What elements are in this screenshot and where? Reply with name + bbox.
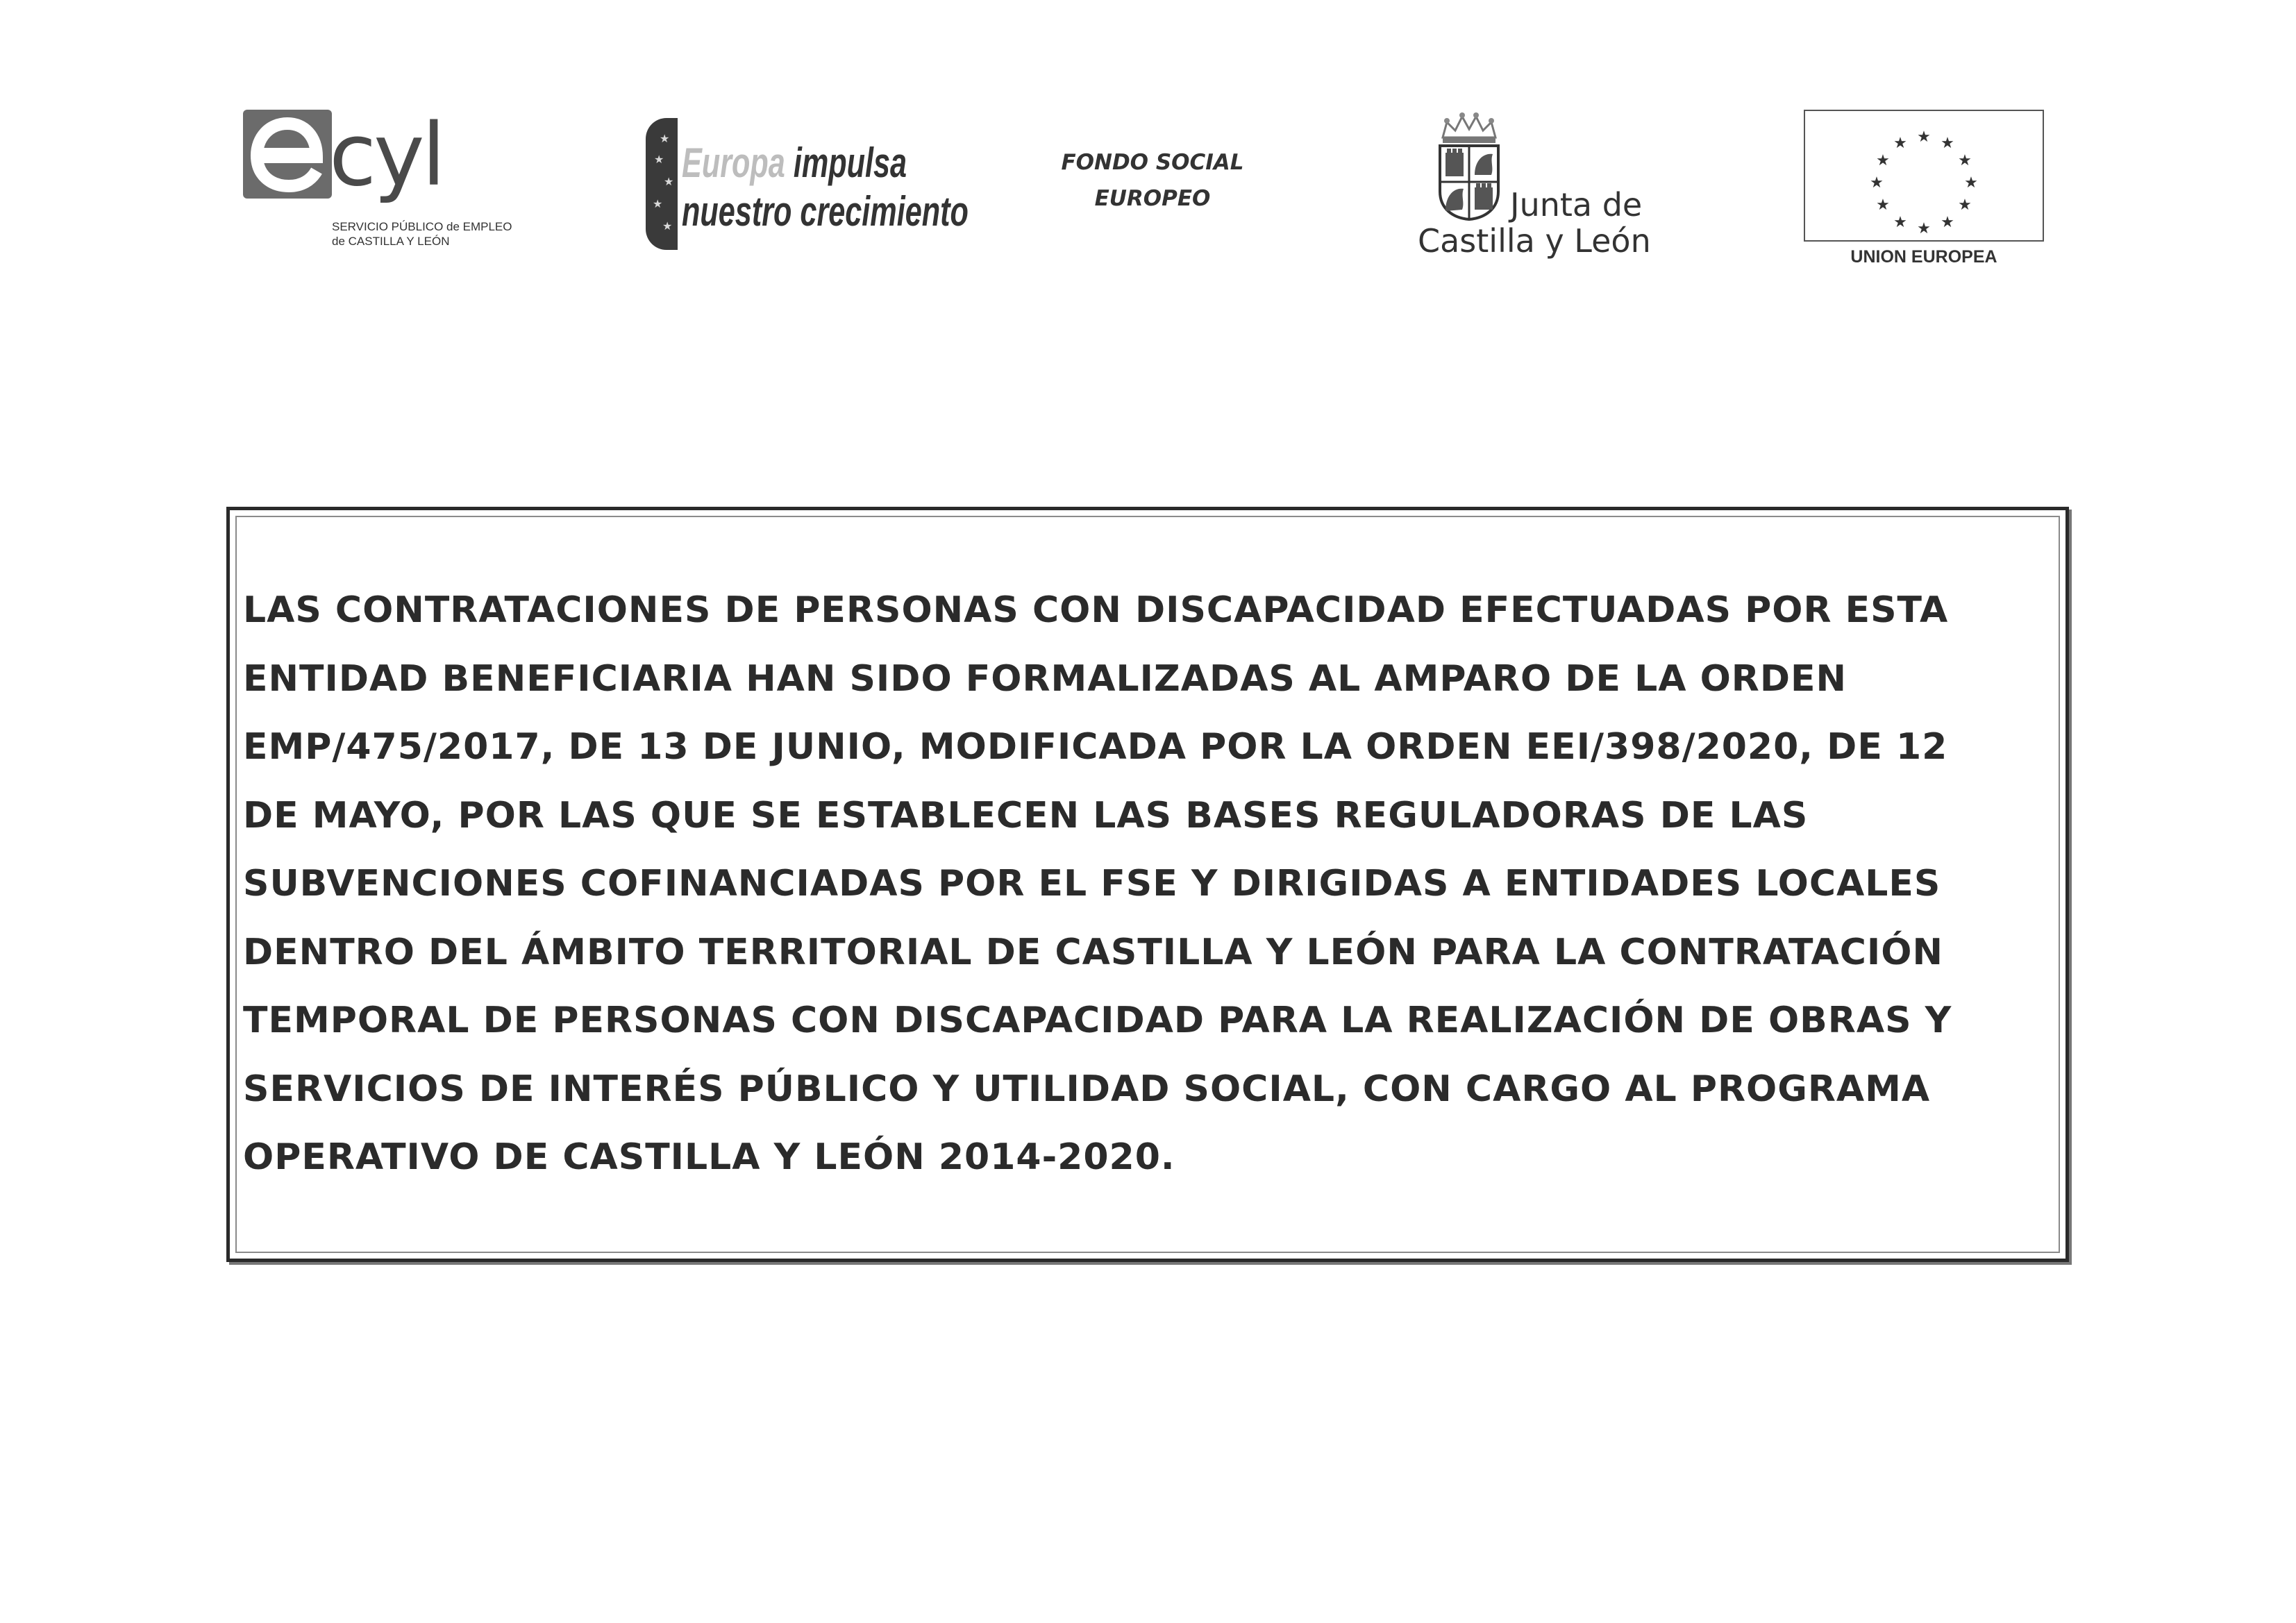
svg-text:★: ★ <box>1893 135 1907 152</box>
svg-text:★: ★ <box>1941 214 1954 231</box>
ecyl-subtitle-line1: SERVICIO PÚBLICO de EMPLEO <box>332 220 512 233</box>
junta-castilla-leon-logo <box>1409 110 1673 269</box>
europa-tagline-line2: nuestro crecimiento <box>682 188 969 235</box>
ecyl-logo <box>243 106 535 269</box>
notice-line: TEMPORAL DE PERSONAS CON DISCAPACIDAD PARA LA REALIZACIÓN DE OBRAS Y <box>243 1000 1952 1041</box>
notice-line: ENTIDAD BENEFICIARIA HAN SIDO FORMALIZADAS AL AMPARO DE LA ORDEN <box>243 657 1847 700</box>
svg-text:★: ★ <box>1958 152 1972 169</box>
svg-text:★: ★ <box>1958 196 1972 214</box>
notice-line: DE MAYO, POR LAS QUE SE ESTABLECEN LAS BASES REGULADORAS DE LAS <box>243 794 1809 836</box>
europa-impulsa-logo <box>646 111 969 257</box>
eu-flag-strip-icon: ★ ★ ★ ★ ★ <box>646 118 678 250</box>
junta-name-line1: Junta de <box>1510 186 1643 224</box>
junta-name-line2: Castilla y León <box>1418 222 1651 260</box>
svg-text:★: ★ <box>1876 152 1890 169</box>
svg-text:★: ★ <box>1917 220 1931 237</box>
svg-text:★: ★ <box>1893 214 1907 231</box>
svg-text:★: ★ <box>1876 196 1890 214</box>
europa-tagline-line1 <box>682 139 907 187</box>
svg-text:★: ★ <box>1964 174 1978 192</box>
notice-line: OPERATIVO DE CASTILLA Y LEÓN 2014-2020. <box>243 1136 1175 1178</box>
fse-line1: FONDO SOCIAL <box>1061 150 1244 175</box>
svg-text:★: ★ <box>1941 135 1954 152</box>
notice-line: EMP/475/2017, DE 13 DE JUNIO, MODIFICADA POR LA ORDEN EEI/398/2020, DE 12 <box>243 726 1948 768</box>
impulsa-word: impulsa <box>793 140 907 186</box>
ecyl-wordmark: cyl <box>329 106 444 205</box>
ecyl-subtitle-line2: de CASTILLA Y LEÓN <box>332 235 450 248</box>
notice-line: SUBVENCIONES COFINANCIADAS POR EL FSE Y DIRIGIDAS A ENTIDADES LOCALES <box>243 863 1941 905</box>
notice-line: LAS CONTRATACIONES DE PERSONAS CON DISCAPACIDAD EFECTUADAS POR ESTA <box>243 589 1949 631</box>
fse-line2: EUROPEO <box>1094 186 1211 211</box>
eu-flag-icon <box>1804 110 2044 242</box>
notice-line: DENTRO DEL ÁMBITO TERRITORIAL DE CASTILLA Y LEÓN PARA LA CONTRATACIÓN <box>243 931 1943 973</box>
ecyl-e-mark <box>243 110 332 199</box>
europa-word: Europa <box>682 140 785 186</box>
union-europea-label: UNION EUROPEA <box>1850 247 1997 267</box>
svg-text:★: ★ <box>1917 128 1931 146</box>
svg-text:★: ★ <box>1870 174 1884 192</box>
notice-text <box>243 576 2051 1192</box>
ecyl-subtitle <box>332 219 512 249</box>
fondo-social-europeo-label <box>1028 144 1277 217</box>
union-europea-logo <box>1804 110 2047 269</box>
notice-line: SERVICIOS DE INTERÉS PÚBLICO Y UTILIDAD SOCIAL, CON CARGO AL PROGRAMA <box>243 1068 1931 1110</box>
coat-of-arms-icon <box>1437 110 1501 221</box>
